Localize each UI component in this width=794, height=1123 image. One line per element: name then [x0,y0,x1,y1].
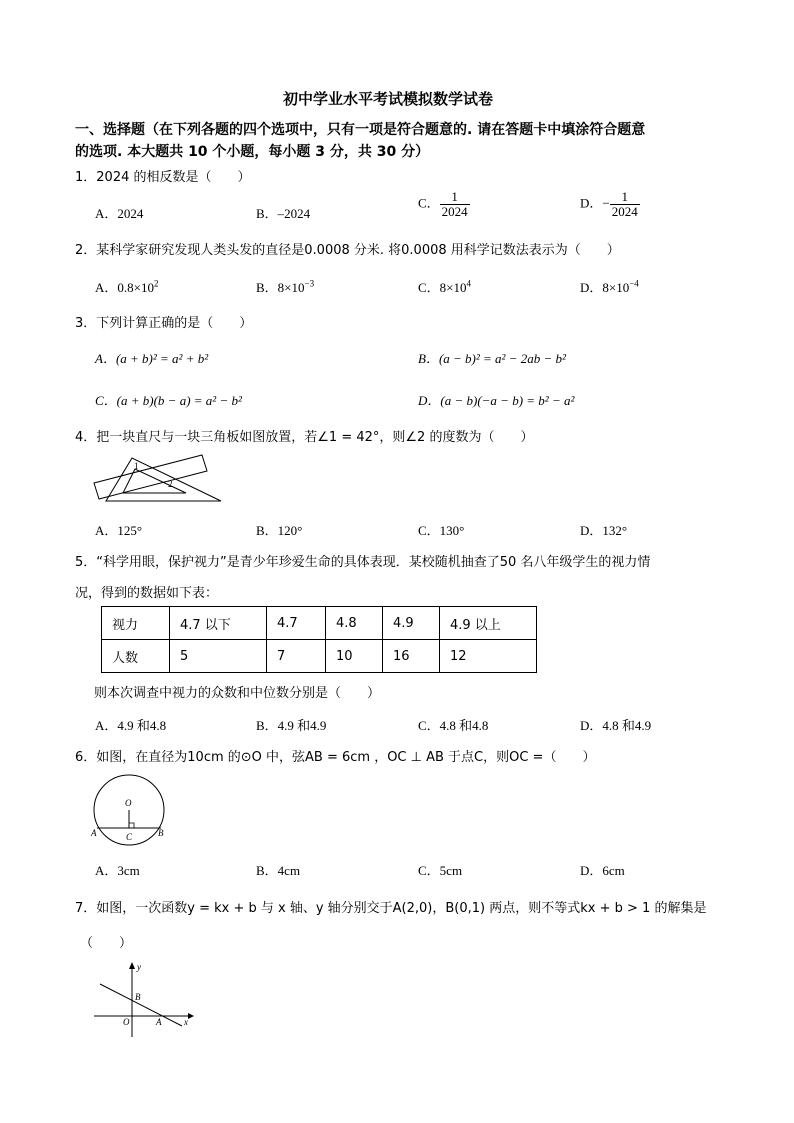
q3-option-a: A．(a + b)² = a² + b² [95,351,209,366]
page-title: 初中学业水平考试模拟数学试卷 [283,90,494,108]
q4-option-b: B．120° [256,523,303,538]
q1-option-d-fraction [610,190,640,219]
q7-linear-function-figure [90,955,200,1040]
label-x: x [184,1017,188,1027]
q1-c-numerator: 1 [440,190,470,205]
table-cell: 4.7 [267,607,326,640]
table-cell: 10 [326,640,383,673]
q2-c-exponent: 4 [466,278,472,289]
q1-option-c-fraction [440,190,470,219]
q6-option-b: B．4cm [256,863,301,878]
q1-c-denominator: 2024 [441,204,468,219]
table-cell: 7 [267,640,326,673]
q6-stem: 6．如图，在直径为10cm 的⊙O 中，弦AB = 6cm ，OC ⊥ AB 于点C，则OC =（ ） [75,750,596,765]
q2-stem: 2．某科学家研究发现人类头发的直径是0.0008 分米. 将0.0008 用科学记数法表示为（ ） [75,243,620,258]
q5-option-c: C．4.8 和4.8 [418,718,489,733]
q1-option-a: A．2024 [95,206,144,221]
q1-option-c-label: C． [418,195,440,211]
x-axis-arrow [188,1013,194,1019]
label-o: O [123,1017,130,1027]
q1-option-d [580,190,640,219]
label-y: y [137,962,141,972]
section-header-line1: 一、选择题（在下列各题的四个选项中，只有一项是符合题意的. 请在答题卡中填涂符合题意 [75,122,646,138]
q2-b-base: B．8×10 [256,280,305,295]
label-b: B [135,992,141,1002]
vision-data-table [101,606,537,673]
q1-d-denominator: 2024 [611,204,638,219]
table-cell: 人数 [102,640,170,673]
q2-d-exponent: −4 [629,278,639,289]
y-axis-arrow [129,962,135,969]
label-a: A [91,828,97,838]
table-cell: 5 [170,640,267,673]
q4-option-d: D．132° [580,523,628,538]
q1-stem: 1．2024 的相反数是（ ） [75,170,251,185]
function-line [100,984,182,1026]
q1-d-numerator: 1 [610,190,640,205]
q6-option-a: A．3cm [95,863,140,878]
right-angle-mark [129,823,134,828]
q5-question: 则本次调查中视力的众数和中位数分别是（ ） [94,686,381,701]
q2-option-a [95,277,158,296]
table-row [102,607,537,640]
q2-option-d [580,277,639,296]
q7-stem: 7．如图，一次函数y = kx + b 与 x 轴、y 轴分别交于A(2,0)，B(0,1) 两点，则不等式kx + b > 1 的解集是 [75,901,707,916]
q5-option-a: A．4.9 和4.8 [95,718,167,733]
q5-stem-line2: 况，得到的数据如下表： [75,586,219,601]
q2-d-base: D．8×10 [580,280,630,295]
q1-option-b: B．–2024 [256,206,311,221]
q2-option-c [418,277,471,296]
q2-a-base: A．0.8×10 [95,280,154,295]
q3-option-b: B．(a − b)² = a² − 2ab − b² [418,351,566,366]
q6-option-c: C．5cm [418,863,463,878]
table-cell: 视力 [102,607,170,640]
q7-answer-paren: （ ） [80,936,133,951]
q3-option-c: C．(a + b)(b − a) = a² − b² [95,393,242,408]
angle-1-label: 1 [134,461,139,471]
q5-option-b: B．4.9 和4.9 [256,718,327,733]
table-cell: 4.8 [326,607,383,640]
q5-option-d: D．4.8 和4.9 [580,718,652,733]
q1-option-d-label: D．− [580,195,610,211]
q4-option-c: C．130° [418,523,465,538]
q4-stem: 4．把一块直尺与一块三角板如图放置，若∠1 = 42°，则∠2 的度数为（ ） [75,430,534,445]
triangle-outer [106,458,221,501]
q6-option-d: D．6cm [580,863,625,878]
q3-option-d: D．(a − b)(−a − b) = b² − a² [418,393,575,408]
q5-stem-line1: 5．“科学用眼，保护视力”是青少年珍爱生命的具体表现．某校随机抽查了50 名八年级学生的视力情 [75,555,651,570]
angle-2-label: 2 [168,479,173,489]
q2-a-exponent: 2 [153,278,159,289]
label-a: A [156,1017,162,1027]
section-header-line2: 的选项. 本大题共 10 个小题，每小题 3 分，共 30 分） [75,144,430,160]
table-cell: 4.9 以上 [440,607,537,640]
label-b: B [158,828,164,838]
table-cell: 12 [440,640,537,673]
table-row [102,640,537,673]
q2-option-b [256,277,314,296]
q6-circle-figure [88,772,172,852]
q2-c-base: C．8×10 [418,280,467,295]
q1-option-c [418,190,470,219]
q4-ruler-triangle-figure [90,452,230,507]
table-cell: 4.9 [383,607,440,640]
q3-stem: 3．下列计算正确的是（ ） [75,316,253,331]
table-cell: 4.7 以下 [170,607,267,640]
q4-option-a: A．125° [95,523,143,538]
table-cell: 16 [383,640,440,673]
label-c: C [126,832,133,842]
label-o: O [125,798,132,808]
q2-b-exponent: −3 [304,278,315,289]
